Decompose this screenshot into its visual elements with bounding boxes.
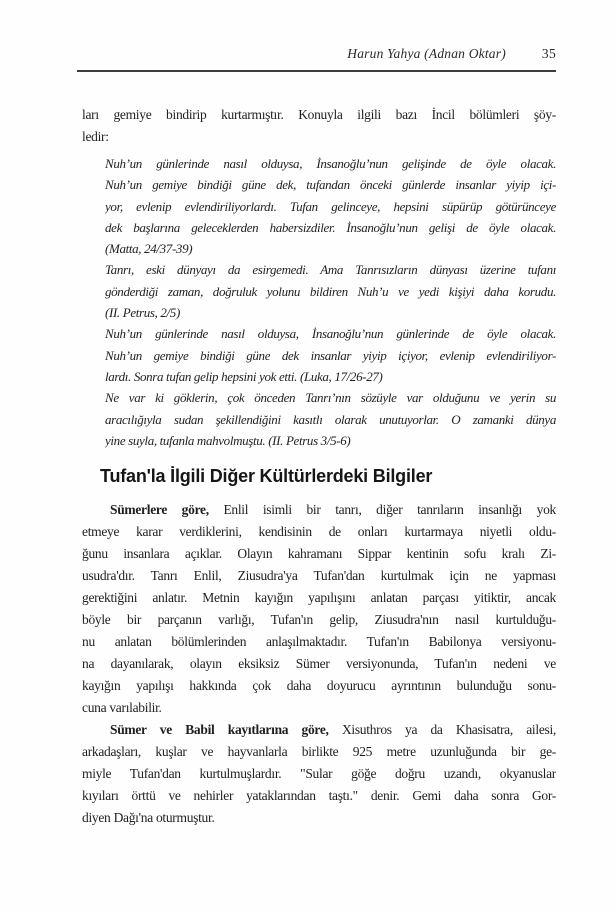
text-line: Ne var ki göklerin, çok önceden Tanrı’nın sözüyle var olduğunu ve yerin su: [105, 390, 556, 406]
text-line: arkadaşları, kuşlar ve hayvanlarla birlikte 925 metre uzunluğunda bir ge-: [82, 744, 556, 760]
text-line: böyle bir parçanın varlığı, Tufan'ın gelip, Ziusudra'nın nasıl kurtulduğu-: [82, 612, 556, 628]
text-line: usudra'dır. Tanrı Enlil, Ziusudra'ya Tufan'dan kurtulmak için ne yapması: [82, 568, 556, 584]
text-line: Nuh’un gemiye bindiği güne dek insanlar yiyip içiyor, evlenip evlendiriliyor-: [105, 347, 556, 363]
text-line: gönderdiği zaman, doğruluk yolunu bildiren Nuh’u ve yedi kişiyi daha korudu.: [105, 283, 556, 299]
text-line: cuna varılabilir.: [82, 700, 162, 716]
quote-luka: [105, 323, 556, 387]
quote-matta: [105, 153, 556, 259]
text-line: Nuh’un günlerinde nasıl olduysa, İnsanoğlu’nun günlerinde de öyle olacak.: [105, 326, 556, 342]
text-line: lardı. Sonra tufan gelip hepsini yok etti. (Luka, 17/26-27): [105, 368, 383, 384]
text-line: miyle Tufan'dan kurtulmuşlardır. "Sular göğe doğru uzandı, okyanuslar: [82, 766, 556, 782]
text-line: Nuh’un günlerinde nasıl olduysa, İnsanoğlu’nun gelişinde de öyle olacak.: [105, 156, 556, 171]
paragraph-babil: [82, 719, 556, 829]
quote-petrus-3-5-6: [105, 387, 556, 451]
text-line: (Matta, 24/37-39): [105, 241, 193, 257]
paragraph-first-line-rest: Xisuthros ya da Khasisatra, ailesi,: [341, 722, 556, 738]
text-line: ledir:: [82, 129, 109, 144]
text-line: ları gemiye bindirip kurtarmıştır. Konuyla ilgili bazı İncil bölümleri şöy-: [82, 107, 556, 122]
page-number: 35: [541, 46, 556, 61]
paragraph-body-lines: [82, 521, 556, 719]
quote-petrus-2-5: [105, 259, 556, 323]
paragraph-body-lines: [82, 741, 556, 829]
text-line: nu anlatan bölümlerinden anlaşılmaktadır. Tufan'ın Babilonya versiyonu-: [82, 634, 556, 650]
text-line: kıyıları örttü ve nehirler yataklarından taştı." denir. Gemi daha sonra Gor-: [82, 788, 556, 804]
text-line: kayığın yapılışı hakkında çok daha doyurucu ayrıntının bulunduğu sonu-: [82, 678, 556, 694]
text-line: Nuh’un gemiye bindiği güne dek, tufandan önceki günlerde insanlar yiyip içi-: [105, 177, 556, 193]
text-line: aracılığıyla sudan şekillendiğini kasıtlı olarak unutuyorlar. O zamanki dünya: [105, 411, 556, 427]
page-body: [0, 72, 616, 829]
text-line: yor, evlenip evlendiriliyorlardı. Tufan gelinceye, hepsini süpürüp götürünceye: [105, 198, 556, 214]
text-line: gerektiğini anlatır. Metnin kayığın yapılışını anlatan parçası yitiktir, ancak: [82, 590, 556, 606]
running-header: [0, 0, 616, 72]
text-line: na dayanılarak, olayın eksiksiz Sümer versiyonunda, Tufan'ın nedeni ve: [82, 656, 556, 672]
text-line: dek başlarına geleceklerden habersizdiler. İnsanoğlu’nun gelişi de öyle olacak.: [105, 219, 556, 235]
text-line: diyen Dağı'na oturmuştur.: [82, 810, 215, 826]
paragraph-first-line-rest: Enlil isimli bir tanrı, diğer tanrıların insanlığı yok: [223, 502, 556, 518]
text-line: [82, 719, 556, 741]
paragraph-sumer: [82, 499, 556, 719]
header-line: [77, 46, 556, 62]
running-title: Harun Yahya (Adnan Oktar): [347, 46, 506, 61]
text-line: etmeye karar verdiklerini, kendisinin de onları kurtarmaya niyetli oldu-: [82, 524, 556, 540]
scripture-quote-block: [105, 153, 556, 451]
text-line: (II. Petrus, 2/5): [105, 305, 180, 321]
text-line: ğunu insanlara açıklar. Olayın kahramanı Sippar kentinin sofu kralı Zi-: [82, 546, 556, 562]
text-line: Tanrı, eski dünyayı da esirgemedi. Ama Tanrısızların dünyası üzerine tufanı: [105, 262, 556, 278]
text-line: [82, 499, 556, 521]
intro-paragraph: [82, 104, 556, 148]
section-heading: Tufan'la İlgili Diğer Kültürlerdeki Bilgiler: [100, 466, 433, 487]
paragraph-lead-bold: Sümer ve Babil kayıtlarına göre,: [110, 722, 329, 738]
text-line: yine suyla, tufanla mahvolmuştu. (II. Petrus 3/5-6): [105, 432, 351, 448]
paragraph-lead-bold: Sümerlere göre,: [110, 502, 209, 518]
